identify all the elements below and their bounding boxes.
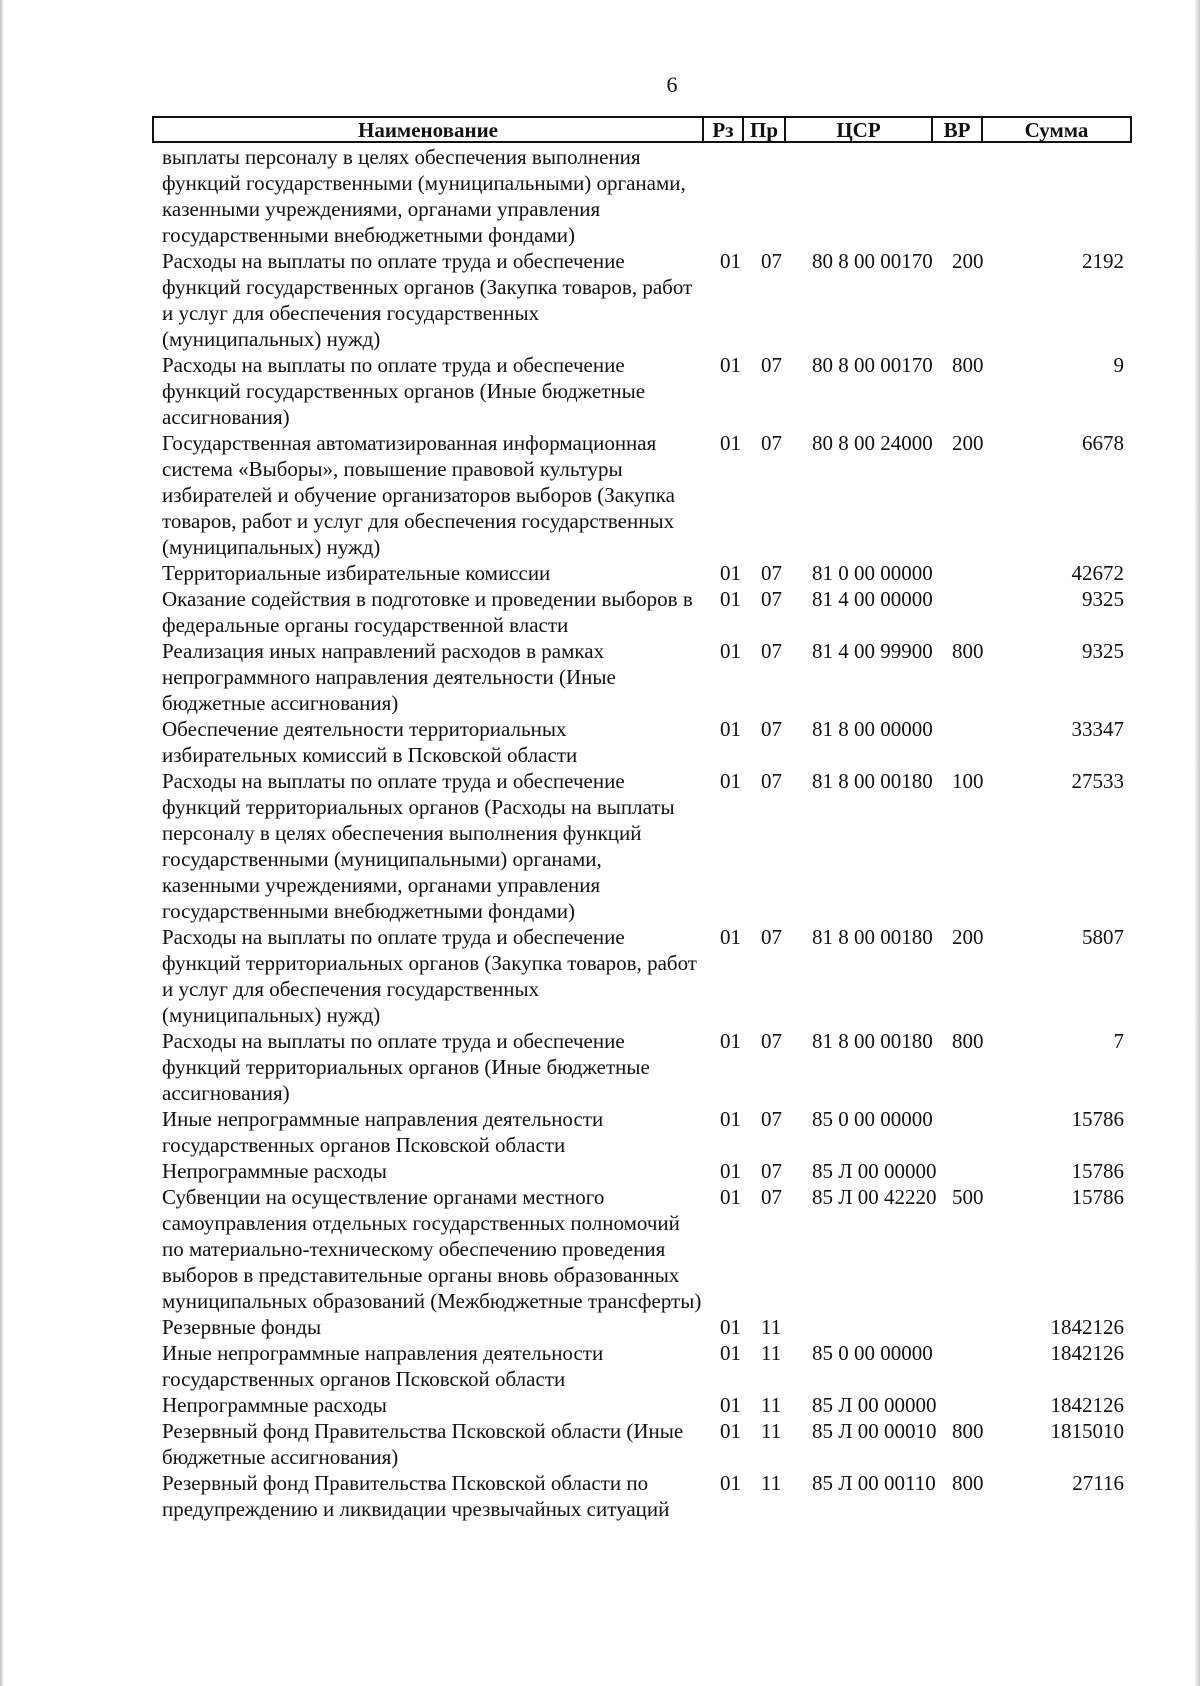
cell-name: Непрограммные расходы bbox=[162, 1159, 387, 1183]
table-body bbox=[162, 144, 1130, 1522]
header-rz: Рз bbox=[704, 118, 744, 141]
header-name: Наименование bbox=[154, 118, 704, 141]
cell-sum: 9 bbox=[1113, 353, 1124, 377]
cell-vr: 800 bbox=[952, 353, 984, 377]
table-row bbox=[162, 1470, 1130, 1522]
cell-name: Государственная автоматизированная информационная система «Выборы», повышение правовой культуры избирателей и обучение организаторов выборов (Закупка товаров, работ и услуг для обеспечения государственных (муниципальных) нужд) bbox=[162, 431, 675, 559]
cell-rz: 01 bbox=[720, 1107, 741, 1131]
cell-name: Расходы на выплаты по оплате труда и обеспечение функций территориальных органов (Иные бюджетные ассигнования) bbox=[162, 1029, 650, 1105]
cell-sum: 9325 bbox=[1082, 639, 1124, 663]
cell-sum: 9325 bbox=[1082, 587, 1124, 611]
cell-sum: 15786 bbox=[1071, 1185, 1124, 1209]
page-number: 6 bbox=[666, 72, 678, 97]
cell-sum: 15786 bbox=[1071, 1107, 1124, 1131]
cell-name: Иные непрограммные направления деятельности государственных органов Псковской области bbox=[162, 1341, 604, 1391]
cell-rz: 01 bbox=[720, 1393, 741, 1417]
cell-sum: 1842126 bbox=[1050, 1315, 1124, 1339]
cell-sum: 15786 bbox=[1071, 1159, 1124, 1183]
cell-pr: 11 bbox=[761, 1393, 782, 1417]
cell-pr: 07 bbox=[761, 1029, 782, 1053]
cell-sum: 1815010 bbox=[1050, 1419, 1124, 1443]
table-row bbox=[162, 586, 1130, 638]
cell-csr: 80 8 00 00170 bbox=[812, 249, 933, 273]
header-vr: ВР bbox=[933, 118, 983, 141]
cell-sum: 1842126 bbox=[1050, 1393, 1124, 1417]
cell-name: Расходы на выплаты по оплате труда и обеспечение функций территориальных органов (Закупка товаров, работ и услуг для обеспечения государственных (муниципальных) нужд) bbox=[162, 925, 697, 1027]
cell-rz: 01 bbox=[720, 561, 741, 585]
cell-rz: 01 bbox=[720, 925, 741, 949]
table-row bbox=[162, 1392, 1130, 1418]
cell-name: Расходы на выплаты по оплате труда и обеспечение функций государственных органов (Закупка товаров, работ и услуг для обеспечения государственных (муниципальных) нужд) bbox=[162, 249, 693, 351]
cell-sum: 6678 bbox=[1082, 431, 1124, 455]
table-row bbox=[162, 1184, 1130, 1314]
cell-sum: 2192 bbox=[1082, 249, 1124, 273]
cell-name: Реализация иных направлений расходов в рамках непрограммного направления деятельности (Иные бюджетные ассигнования) bbox=[162, 639, 616, 715]
cell-sum: 27533 bbox=[1071, 769, 1124, 793]
cell-csr: 81 8 00 00180 bbox=[812, 925, 933, 949]
cell-sum: 7 bbox=[1113, 1029, 1124, 1053]
table-row bbox=[162, 1340, 1130, 1392]
cell-csr: 85 Л 00 42220 bbox=[812, 1185, 937, 1209]
cell-pr: 07 bbox=[761, 353, 782, 377]
cell-rz: 01 bbox=[720, 1471, 741, 1495]
table-row bbox=[162, 560, 1130, 586]
cell-rz: 01 bbox=[720, 717, 741, 741]
table-row bbox=[162, 1028, 1130, 1106]
cell-vr: 200 bbox=[952, 925, 984, 949]
cell-pr: 07 bbox=[761, 587, 782, 611]
header-sum: Сумма bbox=[1024, 118, 1089, 142]
table-row bbox=[162, 716, 1130, 768]
cell-rz: 01 bbox=[720, 353, 741, 377]
table-row bbox=[162, 1418, 1130, 1470]
cell-pr: 07 bbox=[761, 1185, 782, 1209]
table-row bbox=[162, 1314, 1130, 1340]
cell-rz: 01 bbox=[720, 1159, 741, 1183]
cell-name: выплаты персоналу в целях обеспечения выполнения функций государственными (муниципальными) органами, казенными учреждениями, органами управления государственными внебюджетными фондами) bbox=[162, 145, 686, 247]
cell-vr: 200 bbox=[952, 249, 984, 273]
table-row bbox=[162, 768, 1130, 924]
cell-vr: 200 bbox=[952, 431, 984, 455]
cell-pr: 07 bbox=[761, 769, 782, 793]
cell-pr: 11 bbox=[761, 1471, 782, 1495]
cell-rz: 01 bbox=[720, 249, 741, 273]
cell-rz: 01 bbox=[720, 1341, 741, 1365]
cell-pr: 07 bbox=[761, 1159, 782, 1183]
table-row bbox=[162, 248, 1130, 352]
cell-csr: 81 4 00 99900 bbox=[812, 639, 933, 663]
cell-rz: 01 bbox=[720, 1419, 741, 1443]
cell-name: Оказание содействия в подготовке и проведении выборов в федеральные органы государственной власти bbox=[162, 587, 693, 637]
cell-vr: 800 bbox=[952, 1419, 984, 1443]
cell-sum: 1842126 bbox=[1050, 1341, 1124, 1365]
cell-name: Обеспечение деятельности территориальных избирательных комиссий в Псковской области bbox=[162, 717, 578, 767]
cell-sum: 5807 bbox=[1082, 925, 1124, 949]
cell-name: Непрограммные расходы bbox=[162, 1393, 387, 1417]
cell-csr: 85 Л 00 00000 bbox=[812, 1159, 937, 1183]
cell-rz: 01 bbox=[720, 1315, 741, 1339]
table-row bbox=[162, 430, 1130, 560]
cell-vr: 500 bbox=[952, 1185, 984, 1209]
table-row bbox=[162, 638, 1130, 716]
cell-rz: 01 bbox=[720, 769, 741, 793]
cell-vr: 100 bbox=[952, 769, 984, 793]
cell-rz: 01 bbox=[720, 587, 741, 611]
cell-rz: 01 bbox=[720, 639, 741, 663]
cell-pr: 07 bbox=[761, 717, 782, 741]
cell-csr: 85 Л 00 00010 bbox=[812, 1419, 937, 1443]
cell-pr: 11 bbox=[761, 1419, 782, 1443]
cell-name: Субвенции на осуществление органами местного самоуправления отдельных государственных полномочий по материально-техническому обеспечению проведения выборов в представительные органы вновь образованных муниципальных образований (Межбюджетные трансферты) bbox=[162, 1185, 702, 1313]
table-header bbox=[152, 116, 1132, 143]
cell-pr: 07 bbox=[761, 249, 782, 273]
cell-csr: 80 8 00 24000 bbox=[812, 431, 933, 455]
table-row bbox=[162, 924, 1130, 1028]
cell-pr: 11 bbox=[761, 1315, 782, 1339]
cell-pr: 07 bbox=[761, 1107, 782, 1131]
cell-name: Территориальные избирательные комиссии bbox=[162, 561, 551, 585]
cell-csr: 85 Л 00 00000 bbox=[812, 1393, 937, 1417]
scan-edge-right bbox=[1194, 0, 1200, 1686]
scan-edge-left bbox=[0, 0, 4, 1686]
cell-pr: 07 bbox=[761, 431, 782, 455]
cell-csr: 81 8 00 00000 bbox=[812, 717, 933, 741]
cell-name: Расходы на выплаты по оплате труда и обеспечение функций территориальных органов (Расходы на выплаты персоналу в целях обеспечения выполнения функций государственными (муниципальными) органами, казенными учреждениями, органами управления государственными внебюджетными фондами) bbox=[162, 769, 675, 923]
cell-name: Иные непрограммные направления деятельности государственных органов Псковской области bbox=[162, 1107, 604, 1157]
cell-pr: 07 bbox=[761, 639, 782, 663]
cell-csr: 80 8 00 00170 bbox=[812, 353, 933, 377]
cell-csr: 81 0 00 00000 bbox=[812, 561, 933, 585]
cell-sum: 42672 bbox=[1071, 561, 1124, 585]
table-row bbox=[162, 1106, 1130, 1158]
cell-name: Резервный фонд Правительства Псковской области (Иные бюджетные ассигнования) bbox=[162, 1419, 684, 1469]
cell-vr: 800 bbox=[952, 1029, 984, 1053]
cell-csr: 85 0 00 00000 bbox=[812, 1107, 933, 1131]
cell-vr: 800 bbox=[952, 639, 984, 663]
cell-name: Расходы на выплаты по оплате труда и обеспечение функций государственных органов (Иные бюджетные ассигнования) bbox=[162, 353, 646, 429]
cell-rz: 01 bbox=[720, 431, 741, 455]
cell-rz: 01 bbox=[720, 1185, 741, 1209]
table-row bbox=[162, 1158, 1130, 1184]
cell-sum: 27116 bbox=[1072, 1471, 1124, 1495]
header-pr: Пр bbox=[744, 118, 786, 141]
cell-name: Резервный фонд Правительства Псковской области по предупреждению и ликвидации чрезвычайных ситуаций bbox=[162, 1471, 670, 1521]
cell-csr: 81 4 00 00000 bbox=[812, 587, 933, 611]
cell-sum: 33347 bbox=[1071, 717, 1124, 741]
cell-pr: 11 bbox=[761, 1341, 782, 1365]
cell-csr: 85 Л 00 00110 bbox=[812, 1471, 936, 1495]
cell-csr: 81 8 00 00180 bbox=[812, 769, 933, 793]
cell-csr: 85 0 00 00000 bbox=[812, 1341, 933, 1365]
cell-pr: 07 bbox=[761, 561, 782, 585]
table-row bbox=[162, 352, 1130, 430]
header-csr: ЦСР bbox=[786, 118, 933, 141]
cell-name: Резервные фонды bbox=[162, 1315, 322, 1339]
cell-pr: 07 bbox=[761, 925, 782, 949]
cell-csr: 81 8 00 00180 bbox=[812, 1029, 933, 1053]
cell-vr: 800 bbox=[952, 1471, 984, 1495]
cell-rz: 01 bbox=[720, 1029, 741, 1053]
table-row bbox=[162, 144, 1130, 248]
